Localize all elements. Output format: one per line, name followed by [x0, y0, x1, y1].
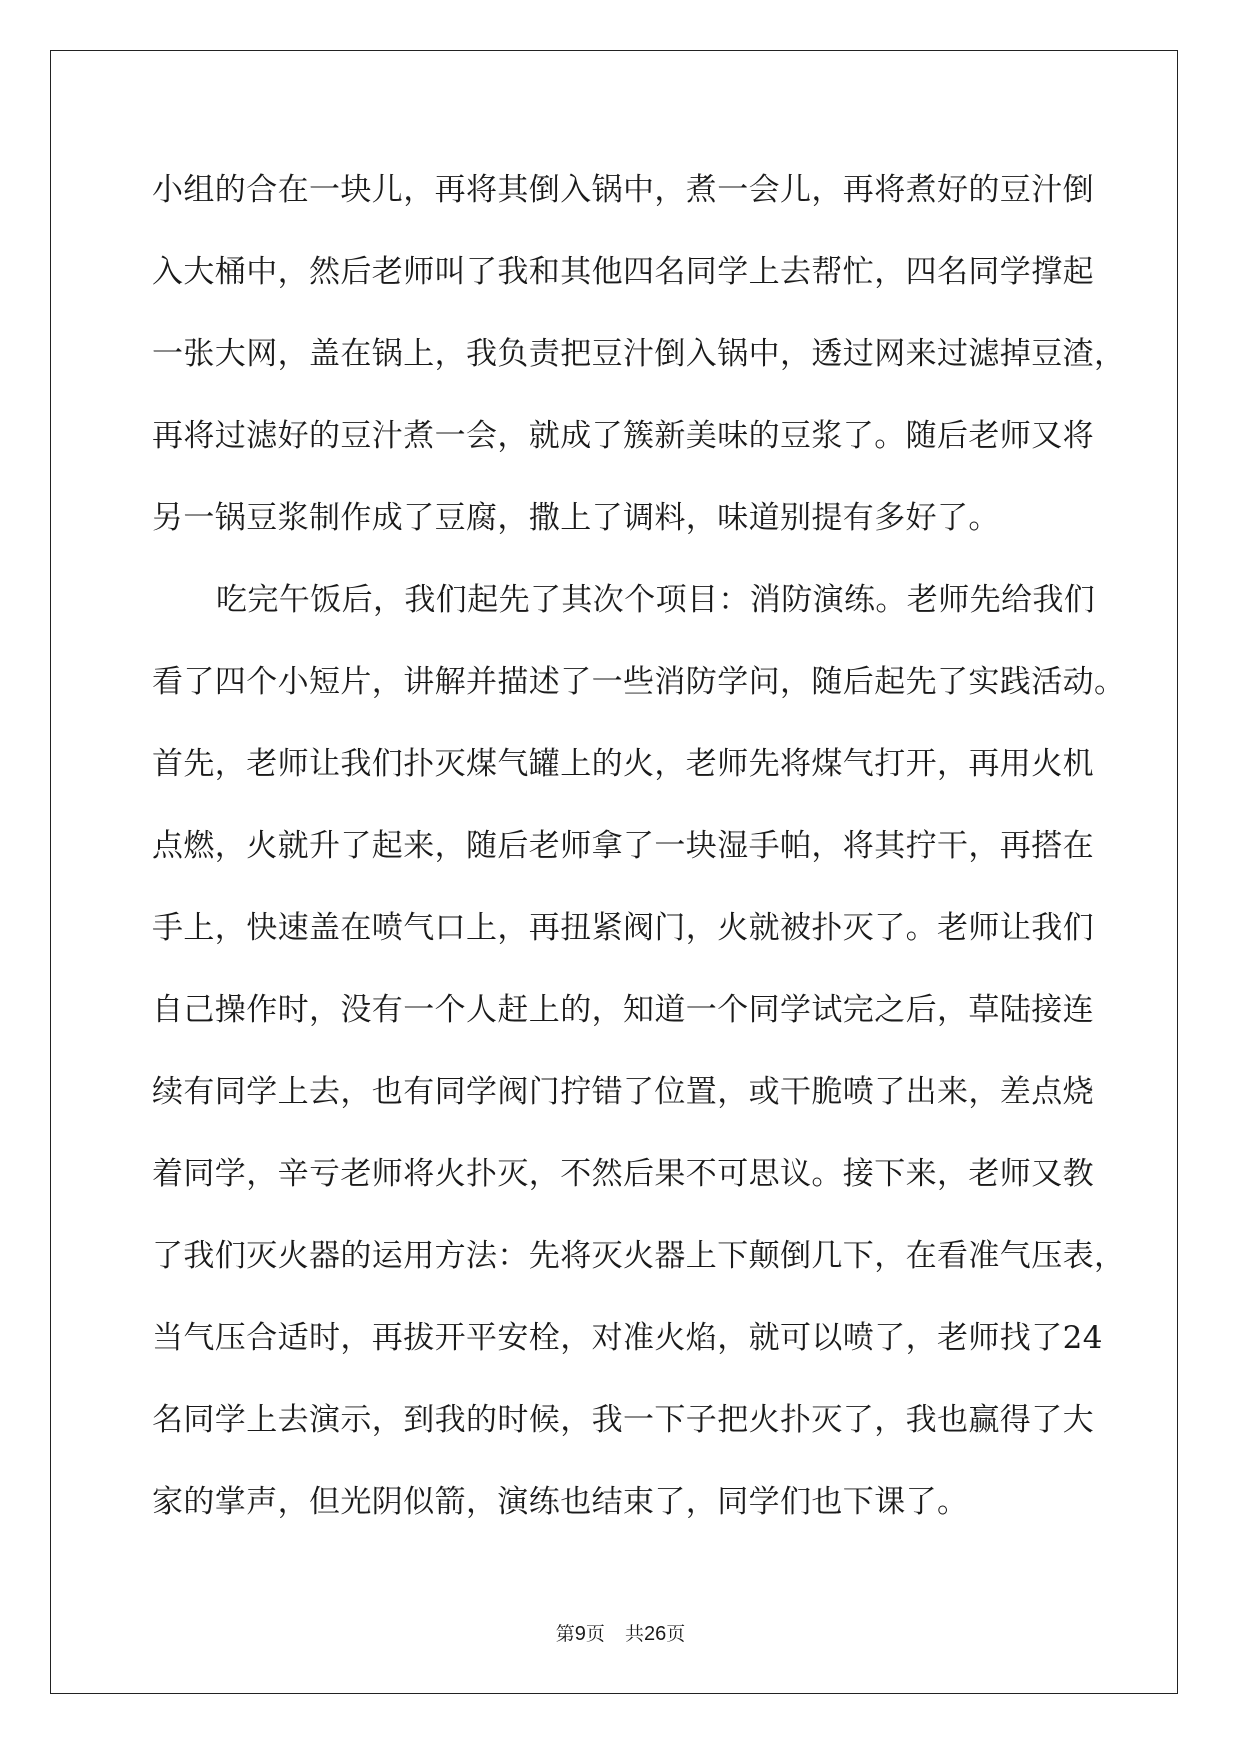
- text-line: 着同学，辛亏老师将火扑灭，不然后果不可思议。接下来，老师又教: [152, 1156, 1094, 1192]
- total-suffix: 页: [666, 1623, 686, 1645]
- document-body: [152, 160, 1126, 1554]
- text-line: 手上，快速盖在喷气口上，再扭紧阀门，火就被扑灭了。老师让我们: [152, 910, 1094, 946]
- text-line: 一张大网，盖在锅上，我负责把豆汁倒入锅中，透过网来过滤掉豆渣，: [152, 336, 1126, 372]
- text-line: 看了四个小短片，讲解并描述了一些消防学问，随后起先了实践活动。: [152, 664, 1126, 700]
- text-line: 自己操作时，没有一个人赶上的，知道一个同学试完之后，草陆接连: [152, 992, 1094, 1028]
- paragraph-start-line: 吃完午饭后，我们起先了其次个项目：消防演练。老师先给我们: [216, 582, 1096, 618]
- total-pages: 26: [643, 1623, 667, 1645]
- text-line: 点燃，火就升了起来，随后老师拿了一块湿手帕，将其拧干，再搭在: [152, 828, 1094, 864]
- page-footer: [0, 1622, 1241, 1646]
- text-line: 入大桶中，然后老师叫了我和其他四名同学上去帮忙，四名同学撑起: [152, 254, 1094, 290]
- text-line: 再将过滤好的豆汁煮一会，就成了簇新美味的豆浆了。随后老师又将: [152, 418, 1094, 454]
- page-prefix: 第: [555, 1623, 575, 1645]
- text-line: 首先，老师让我们扑灭煤气罐上的火，老师先将煤气打开，再用火机: [152, 746, 1094, 782]
- page-number: 9: [574, 1623, 586, 1645]
- text-line: 了我们灭火器的运用方法：先将灭火器上下颠倒几下，在看准气压表，: [152, 1238, 1126, 1274]
- text-line: 当气压合适时，再拔开平安栓，对准火焰，就可以喷了，老师找了24: [152, 1320, 1103, 1356]
- total-prefix: 共: [624, 1623, 644, 1645]
- text-line: 续有同学上去，也有同学阀门拧错了位置，或干脆喷了出来，差点烧: [152, 1074, 1094, 1110]
- text-line: 小组的合在一块儿，再将其倒入锅中，煮一会儿，再将煮好的豆汁倒: [152, 172, 1094, 208]
- text-line: 名同学上去演示，到我的时候，我一下子把火扑灭了，我也赢得了大: [152, 1402, 1094, 1438]
- page-suffix: 页: [585, 1623, 605, 1645]
- text-line: 另一锅豆浆制作成了豆腐，撒上了调料，味道别提有多好了。: [152, 500, 1000, 536]
- text-line: 家的掌声，但光阴似箭，演练也结束了，同学们也下课了。: [152, 1484, 969, 1520]
